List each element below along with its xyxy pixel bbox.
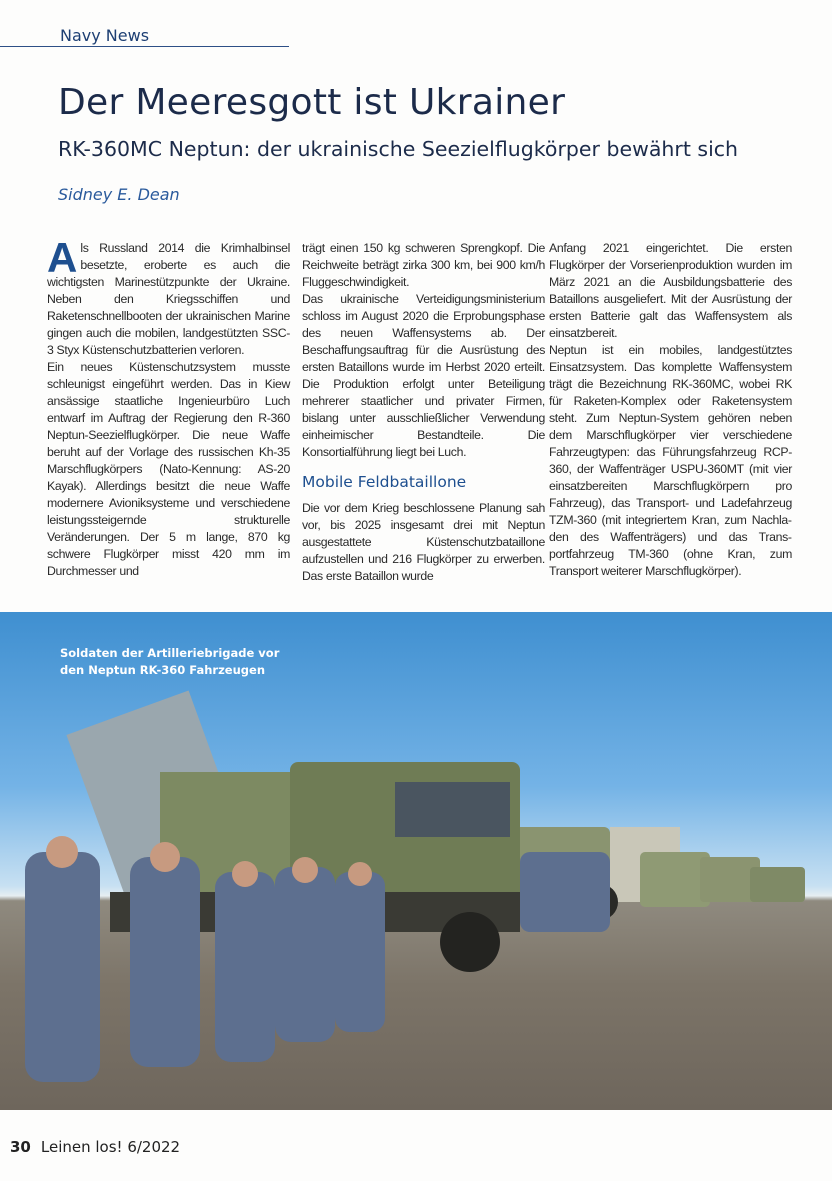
text-column-3 (549, 240, 792, 580)
article-subtitle: RK-360MC Neptun: der ukrainische Seezielflugkörper bewährt sich (58, 137, 739, 161)
paragraph: Das ukrainische Verteidigungsministerium schloss im August 2020 die Erprobungsphase des neuen Waffensystems ab. Der Beschaffungsauftrag für die Ausrüstung des ersten Bataillons wurde im Herbst 2020 erteilt. Die Produktion erfolgt unter Beteiligung mehrerer staatlicher und privater Firmen, bislang unter ausschließlicher Verwendung einheimischer Bestandteile. Die Konsortialführung liegt bei Luch. (302, 292, 545, 459)
section-rule (0, 46, 289, 47)
page-number: 30 (10, 1138, 31, 1156)
paragraph: Ein neues Küstenschutzsystem musste schleunigst eingeführt werden. Das in Kiew ansässige staatliche Ingenieurbüro Luch entwarf im Auftrag der Regierung den R-360 Neptun-Seezielflugkörper. Die neue Waffe beruht auf der Vorlage des russischen Kh-35 Marschflugkörpers (Nato-Kennung: AS-20 Kayak). Allerdings besitzt die neue Waffe modernere Avioniksysteme und verschiedene leistungssteigernde strukturelle Veränderungen. Der 5 m lange, 870 kg schwere Flugkörper misst 420 mm im Durchmesser und (47, 360, 290, 578)
photo-caption: Soldaten der Artilleriebrigade vor den Neptun RK-360 Fahrzeugen (60, 646, 280, 677)
photo-scene (0, 612, 832, 1110)
drop-cap: A (47, 234, 78, 281)
page-footer (10, 1138, 180, 1156)
text-column-2 (302, 240, 545, 585)
paragraph (47, 234, 290, 359)
magazine-issue: Leinen los! 6/2022 (40, 1138, 181, 1156)
paragraph: Anfang 2021 eingerichtet. Die ersten Flugkörper der Vorserienproduktion wurden im März 2021 an die Ausbildungsbatterie des Bataillons ausgeliefert. Mit der Ausrüstung der ersten Batterie galt das Waffensystem als einsatzbereit. (549, 241, 792, 340)
paragraph-text: ls Russland 2014 die Krimhalbinsel besetzte, eroberte es auch die wichtigsten Marinestützpunkte der Ukraine. Neben den Kriegsschiffen und Raketenschnellbooten der ukrainischen Marine gingen auch die mobilen, landgestützten SSC-3 Styx Küstenschutzbatterien verloren. (47, 241, 290, 357)
paragraph: trägt einen 150 kg schweren Sprengkopf. Die Reichweite beträgt zirka 300 km, bei 900 km/h Fluggeschwindigkeit. (302, 241, 545, 289)
section-label: Navy News (60, 26, 150, 45)
article-title: Der Meeresgott ist Ukrainer (58, 82, 566, 123)
section-heading: Mobile Feldbataillone (302, 473, 467, 491)
soldiers (25, 836, 610, 1082)
text-column-1 (47, 234, 290, 580)
paragraph: Neptun ist ein mobiles, landgestütztes Einsatzsystem. Das komplette Waffensystem trägt die Bezeichnung RK-360MC, wobei RK für Raketen-Komplex oder Raketensystem steht. Zum Neptun-System gehören neben dem Marschflugkörper vier verschiedene Fahrzeugtypen: das Führungsfahrzeug RCP-360, der Waffenträger USPU-360MT (mit vier einsatzbereiten Marschflugkörpern pro Fahrzeug), das Transport- und Ladefahrzeug TZM-360 (mit integriertem Kran, zum Nachladen des Waffenträgers) und das Transportfahrzeug TM-360 (ohne Kran, zum Transport weiterer Marschflugkörper). (549, 343, 792, 578)
article-author: Sidney E. Dean (58, 185, 180, 204)
article-photo (0, 612, 832, 1110)
paragraph: Die vor dem Krieg beschlossene Planung sah vor, bis 2025 insgesamt drei mit Neptun ausgestattete Küstenschutzbataillone aufzustellen und 216 Flugkörper zu erwerben. Das erste Bataillon wurde (302, 501, 545, 583)
